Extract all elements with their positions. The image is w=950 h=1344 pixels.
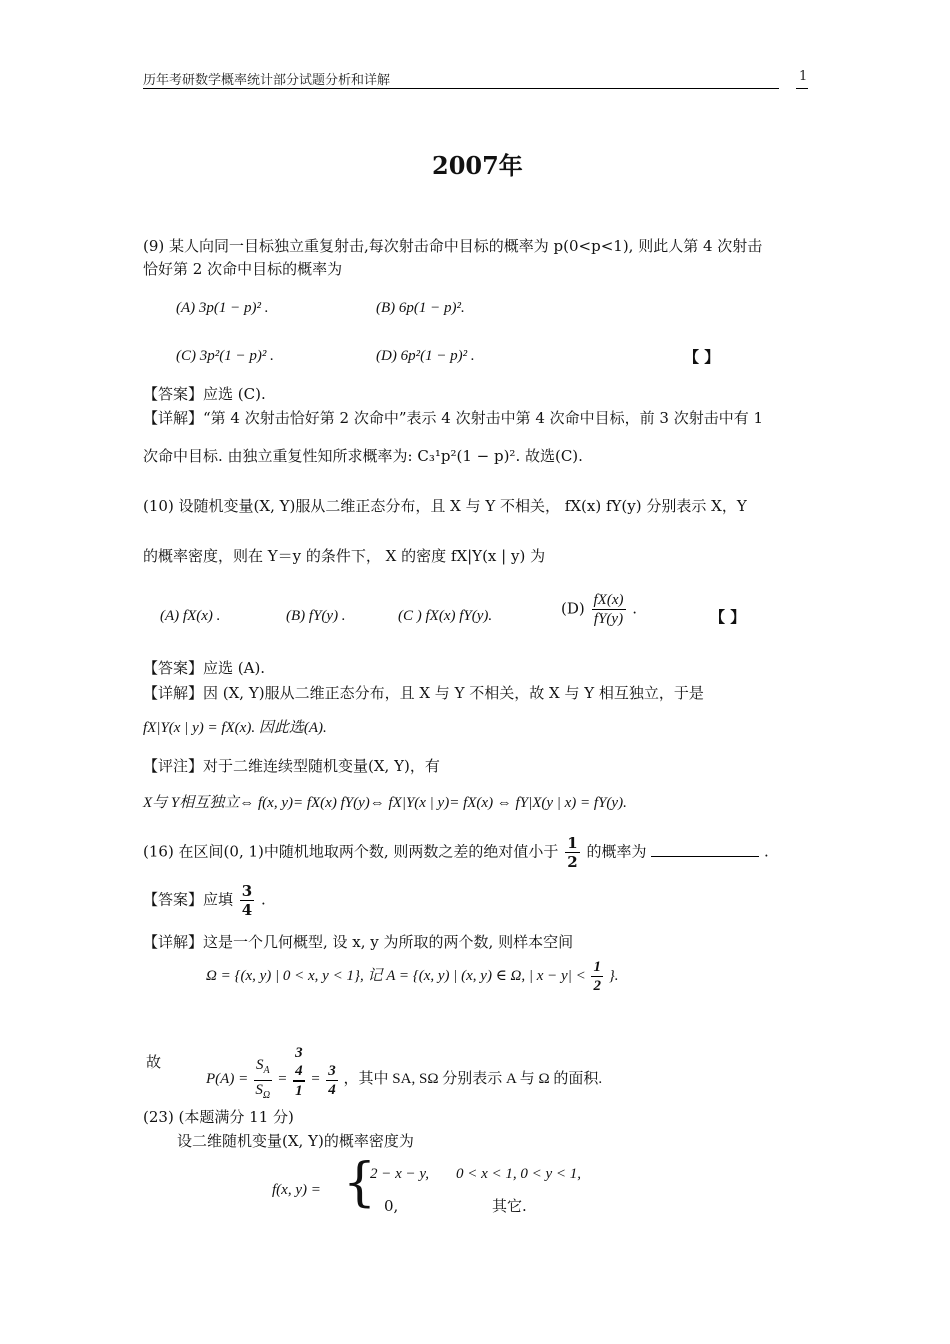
q9-stem-line1: (9) 某人向同一目标独立重复射击,每次射击命中目标的概率为 p(0<p<1), 则此人第 4 次射击 [143, 237, 763, 255]
q10-option-d-denominator: fY(y) [593, 611, 624, 627]
q16-answer [143, 882, 266, 919]
q9-answer: 【答案】应选 (C). [143, 385, 266, 403]
q10-note-line1: 【评注】对于二维连续型随机变量(X, Y)，有 [143, 757, 440, 775]
q10-answer: 【答案】应选 (A). [143, 659, 266, 677]
q9-option-d: (D) 6p²(1 − p)² . [376, 348, 475, 364]
q16-mid-numerator: 4 [295, 1063, 303, 1079]
q16-omega-denominator: 2 [593, 978, 601, 994]
q9-option-a: (A) 3p(1 − p)² . [176, 300, 269, 316]
q23-line2: 设二维随机变量(X, Y)的概率密度为 [177, 1132, 414, 1150]
q16-stem-numerator: 1 [567, 834, 578, 852]
page-number: 1 [799, 69, 808, 84]
q16-stem-pre: (16) 在区间(0, 1)中随机地取两个数, 则两数之差的绝对值小于 [143, 842, 559, 861]
q16-omega-post: }. [608, 967, 619, 984]
q9-answer-bracket: 【 】 [684, 348, 720, 366]
q9-detail-line1: 【详解】“第 4 次射击恰好第 2 次命中”表示 4 次射击中第 4 次命中目标，前 3 次射击中有 1 [143, 409, 764, 427]
q16-omega-fraction [591, 958, 603, 995]
q16-answer-denominator: 4 [241, 901, 253, 919]
q10-option-d-tail: . [632, 599, 638, 618]
q9-option-c: (C) 3p²(1 − p)² . [176, 348, 274, 364]
q10-option-c: (C ) fX(x) fY(y). [398, 608, 493, 624]
q9-detail-line2: 次命中目标. 由独立重复性知所求概率为: C₃¹p²(1 − p)². 故选(C). [143, 447, 583, 465]
q16-stem [143, 834, 769, 871]
q10-stem-line2: 的概率密度，则在 Y＝y 的条件下， X 的密度 fX|Y(x | y) 为 [143, 547, 546, 565]
q16-pa: P(A) = [206, 1071, 249, 1088]
q16-probability-formula [206, 1020, 603, 1101]
q16-som: S [255, 1081, 263, 1098]
q23-case2-cond: 其它. [492, 1197, 527, 1215]
q16-gu: 故 [146, 1053, 162, 1071]
q10-detail-line1: 【详解】因 (X, Y)服从二维正态分布，且 X 与 Y 不相关，故 X 与 Y 相互独立，于是 [143, 684, 704, 702]
q16-omega-numerator: 1 [593, 959, 601, 975]
q16-stem-fraction [565, 834, 579, 871]
q16-stem-denominator: 2 [567, 853, 578, 871]
q10-option-b: (B) fY(y) . [286, 608, 346, 624]
q23-case1-cond: 0 < x < 1, 0 < y < 1, [456, 1166, 582, 1182]
q16-eq2: = [310, 1071, 321, 1088]
q16-result-denominator: 4 [328, 1081, 336, 1098]
q16-result-numerator: 3 [328, 1062, 336, 1079]
q16-tail: ，其中 SA, SΩ 分别表示 A 与 Ω 的面积. [343, 1071, 603, 1088]
q16-area-ratio [254, 1056, 272, 1105]
q23-brace: { [343, 1153, 377, 1213]
q16-detail-line: 【详解】这是一个几何概型, 设 x, y 为所取的两个数, 则样本空间 [143, 933, 574, 951]
q16-sa: S [255, 1056, 264, 1073]
q10-note-line2: X与 Y相互独立⇔ f(x, y)= fX(x) fY(y)⇔ fX|Y(x | y)= fX(x) ⇔ fY|X(y | x) = fY(y). [143, 795, 627, 811]
q16-answer-blank [651, 842, 759, 857]
q16-answer-pre: 【答案】应填 [143, 890, 234, 909]
q16-answer-numerator: 3 [241, 882, 253, 900]
q10-option-d-label: (D) [561, 599, 585, 618]
page-number-rule [796, 88, 808, 89]
q16-sample-space [206, 958, 618, 995]
q9-option-b: (B) 6p(1 − p)². [376, 300, 465, 316]
q16-som-sub: Ω [262, 1089, 271, 1101]
q23-line1: (23) (本题满分 11 分) [143, 1108, 294, 1126]
q16-big-numerator: 3 [295, 1045, 303, 1061]
q16-area-ratio-numerator [254, 1056, 272, 1081]
q23-fx: f(x, y) = [272, 1182, 321, 1198]
q10-option-a: (A) fX(x) . [160, 608, 221, 624]
header-rule [143, 88, 779, 89]
q23-case2-expr: 0, [384, 1197, 399, 1215]
q10-answer-bracket: 【 】 [710, 608, 746, 626]
q10-option-d-fraction [592, 591, 626, 628]
q16-stem-end: . [764, 842, 769, 861]
q16-result-fraction [326, 1062, 338, 1099]
q16-sa-sub: A [263, 1064, 270, 1076]
section-title: 2007年 [432, 151, 523, 180]
q10-option-d-numerator: fX(x) [593, 592, 624, 608]
q16-area-ratio-denominator [254, 1081, 272, 1105]
q16-compound-fraction [293, 1044, 305, 1100]
q16-answer-fraction [240, 882, 254, 919]
q9-stem-line2: 恰好第 2 次命中目标的概率为 [143, 260, 343, 278]
q16-stem-post: 的概率为 [586, 842, 647, 861]
q16-eq1: = [277, 1071, 288, 1088]
q10-option-d [561, 591, 637, 628]
q16-answer-end: . [261, 890, 266, 909]
q10-detail-line2: fX|Y(x | y) = fX(x). 因此选(A). [143, 720, 327, 736]
q16-mid-denominator: 1 [295, 1083, 303, 1099]
q10-stem-line1: (10) 设随机变量(X, Y)服从二维正态分布，且 X 与 Y 不相关， fX(x) fY(y) 分别表示 X，Y [143, 497, 747, 515]
q23-case1-expr: 2 − x − y, [370, 1166, 429, 1182]
q16-omega-pre: Ω = {(x, y) | 0 < x, y < 1}, 记 A = {(x, y) | (x, y) ∈ Ω, | x − y| < [206, 967, 586, 984]
header-title: 历年考研数学概率统计部分试题分析和详解 [143, 73, 391, 88]
